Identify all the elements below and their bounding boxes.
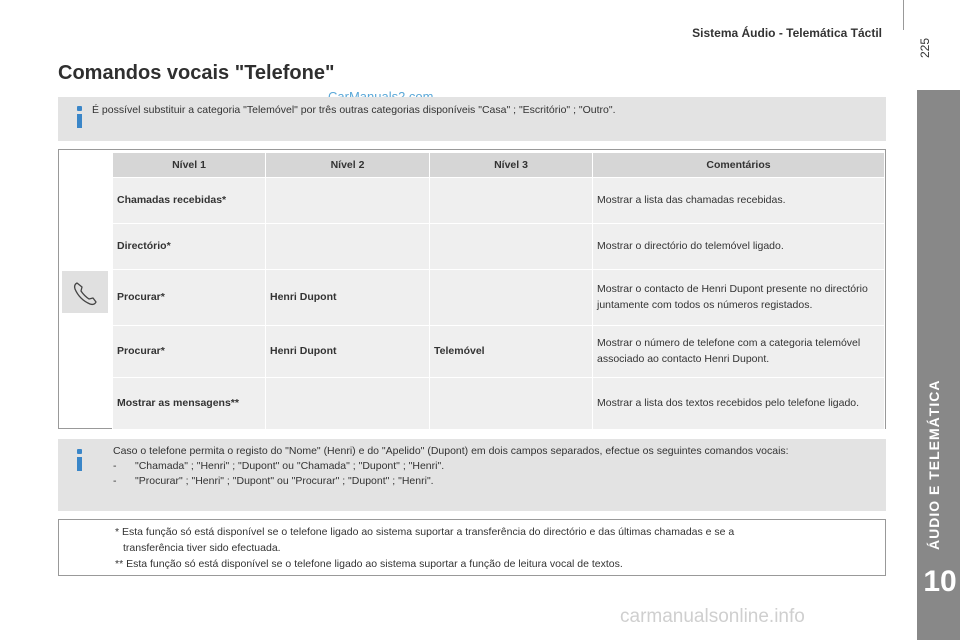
page-header bbox=[0, 0, 960, 50]
level2-cell bbox=[266, 178, 430, 224]
table-row bbox=[113, 178, 885, 224]
list-dash: - bbox=[113, 460, 117, 472]
page-number: 225 bbox=[918, 37, 932, 58]
comment-cell: Mostrar a lista dos textos recebidos pelo telefone ligado. bbox=[593, 378, 885, 430]
footnote-1-continued: transferência tiver sido efectuada. bbox=[123, 542, 281, 554]
info-icon bbox=[72, 106, 88, 128]
column-header: Nível 3 bbox=[430, 153, 593, 178]
info-note-text: É possível substituir a categoria "Telemóvel" por três outras categorias disponíveis "Casa" ; "Escritório" ; "Outro". bbox=[92, 104, 616, 116]
header-title: Sistema Áudio - Telemática Táctil bbox=[692, 26, 882, 40]
footnote-1: * Esta função só está disponível se o telefone ligado ao sistema suportar a transferência do directório e das últimas chamadas e se a bbox=[115, 526, 735, 538]
comment-cell: Mostrar o contacto de Henri Dupont presente no directório juntamente com todos os números registados. bbox=[593, 270, 885, 326]
level3-cell bbox=[430, 224, 593, 270]
comment-cell: Mostrar a lista das chamadas recebidas. bbox=[593, 178, 885, 224]
watermark-bottom[interactable]: carmanualsonline.info bbox=[620, 606, 805, 627]
level2-cell: Henri Dupont bbox=[266, 270, 430, 326]
column-header: Nível 1 bbox=[113, 153, 266, 178]
info-note-name-fields bbox=[58, 439, 886, 511]
level1-cell: Chamadas recebidas* bbox=[113, 178, 266, 224]
level3-cell bbox=[430, 378, 593, 430]
level2-cell bbox=[266, 224, 430, 270]
column-header: Nível 2 bbox=[266, 153, 430, 178]
list-dash: - bbox=[113, 475, 117, 487]
section-title: Comandos vocais "Telefone" bbox=[58, 62, 335, 84]
info-note-item: - "Procurar" ; "Henri" ; "Dupont" ou "Procurar" ; "Dupont" ; "Henri". bbox=[113, 475, 434, 487]
info-note-item: - "Chamada" ; "Henri" ; "Dupont" ou "Chamada" ; "Dupont" ; "Henri". bbox=[113, 460, 445, 472]
level3-cell bbox=[430, 178, 593, 224]
table-header-row bbox=[113, 153, 885, 178]
level1-cell: Procurar* bbox=[113, 270, 266, 326]
info-note-categories bbox=[58, 97, 886, 141]
column-header: Comentários bbox=[593, 153, 885, 178]
chapter-number: 10 bbox=[923, 565, 957, 598]
chapter-label: ÁUDIO E TELEMÁTICA bbox=[926, 379, 942, 550]
comment-cell: Mostrar o directório do telemóvel ligado. bbox=[593, 224, 885, 270]
phone-icon bbox=[62, 271, 108, 313]
footnotes-box bbox=[58, 519, 886, 576]
level1-cell: Directório* bbox=[113, 224, 266, 270]
table-row bbox=[113, 270, 885, 326]
commands-table bbox=[112, 152, 885, 430]
info-note-intro: Caso o telefone permita o registo do "Nome" (Henri) e do "Apelido" (Dupont) em dois campos separados, efectue os seguintes comandos vocais: bbox=[113, 445, 789, 457]
table-row bbox=[113, 224, 885, 270]
level1-cell: Mostrar as mensagens** bbox=[113, 378, 266, 430]
level1-cell: Procurar* bbox=[113, 326, 266, 378]
info-icon bbox=[72, 449, 88, 471]
table-row bbox=[113, 326, 885, 378]
table-row bbox=[113, 378, 885, 430]
level2-cell: Henri Dupont bbox=[266, 326, 430, 378]
level3-cell: Telemóvel bbox=[430, 326, 593, 378]
info-note-content bbox=[113, 444, 873, 489]
comment-cell: Mostrar o número de telefone com a categoria telemóvel associado ao contacto Henri Dupont. bbox=[593, 326, 885, 378]
level3-cell bbox=[430, 270, 593, 326]
level2-cell bbox=[266, 378, 430, 430]
footnote-2: ** Esta função só está disponível se o telefone ligado ao sistema suportar a função de leitura vocal de textos. bbox=[115, 558, 623, 570]
header-divider bbox=[903, 0, 904, 30]
